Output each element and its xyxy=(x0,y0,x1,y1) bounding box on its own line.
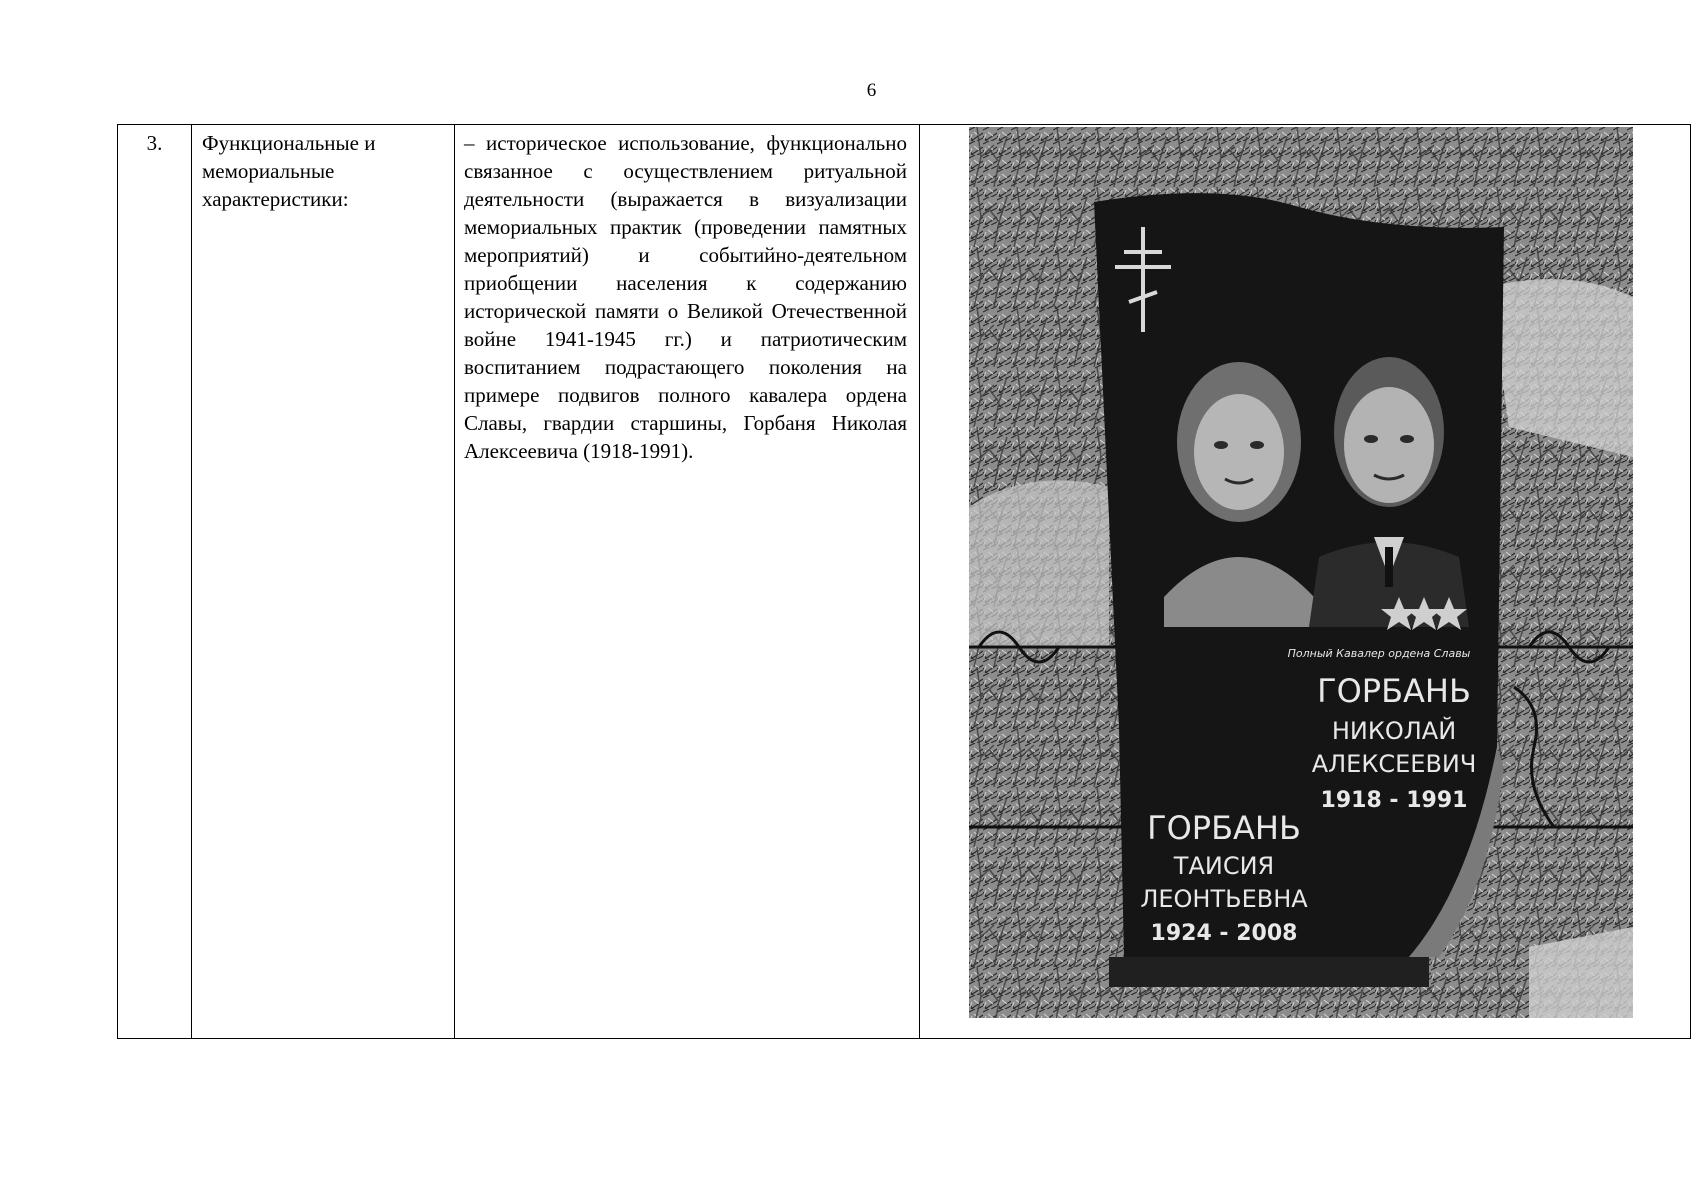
characteristic-description: – историческое использование, функционально связанное с осуществлением ритуальной деятельности (выражается в визуализации мемориальных практик (проведении памятных мероприятий) и событийно-деятельном приобщении населения к содержанию исторической памяти о Великой Отечественной войне 1941-1945 гг.) и патриотическим воспитанием подрастающего поколения на примере подвигов полного кавалера ордена Славы, гвардии старшины, Горбаня Николая Алексеевича (1918-1991). xyxy=(455,125,920,1039)
table-row xyxy=(118,125,1691,1039)
inscription-woman-patronymic: ЛЕОНТЬЕВНА xyxy=(1140,885,1308,913)
inscription-man-name: НИКОЛАЙ xyxy=(1331,717,1457,745)
inscription-order: Полный Кавалер ордена Славы xyxy=(1287,647,1471,660)
memorial-photo-image xyxy=(969,127,1633,1018)
document-table xyxy=(117,124,1691,1039)
memorial-photo xyxy=(969,127,1633,1018)
inscription-woman-dates: 1924 - 2008 xyxy=(1150,921,1298,946)
inscription-man-surname: ГОРБАНЬ xyxy=(1317,672,1471,710)
inscription-woman-surname: ГОРБАНЬ xyxy=(1147,809,1301,847)
inscription-woman-name: ТАИСИЯ xyxy=(1173,852,1275,880)
inscription-man-patronymic: АЛЕКСЕЕВИЧ xyxy=(1311,750,1477,778)
row-number: 3. xyxy=(118,125,192,1039)
inscription-man-dates: 1918 - 1991 xyxy=(1320,788,1468,813)
page-number: 6 xyxy=(866,80,877,101)
photo-cell xyxy=(920,125,1691,1039)
characteristic-name: Функциональные и мемориальные характеристики: xyxy=(192,125,455,1039)
